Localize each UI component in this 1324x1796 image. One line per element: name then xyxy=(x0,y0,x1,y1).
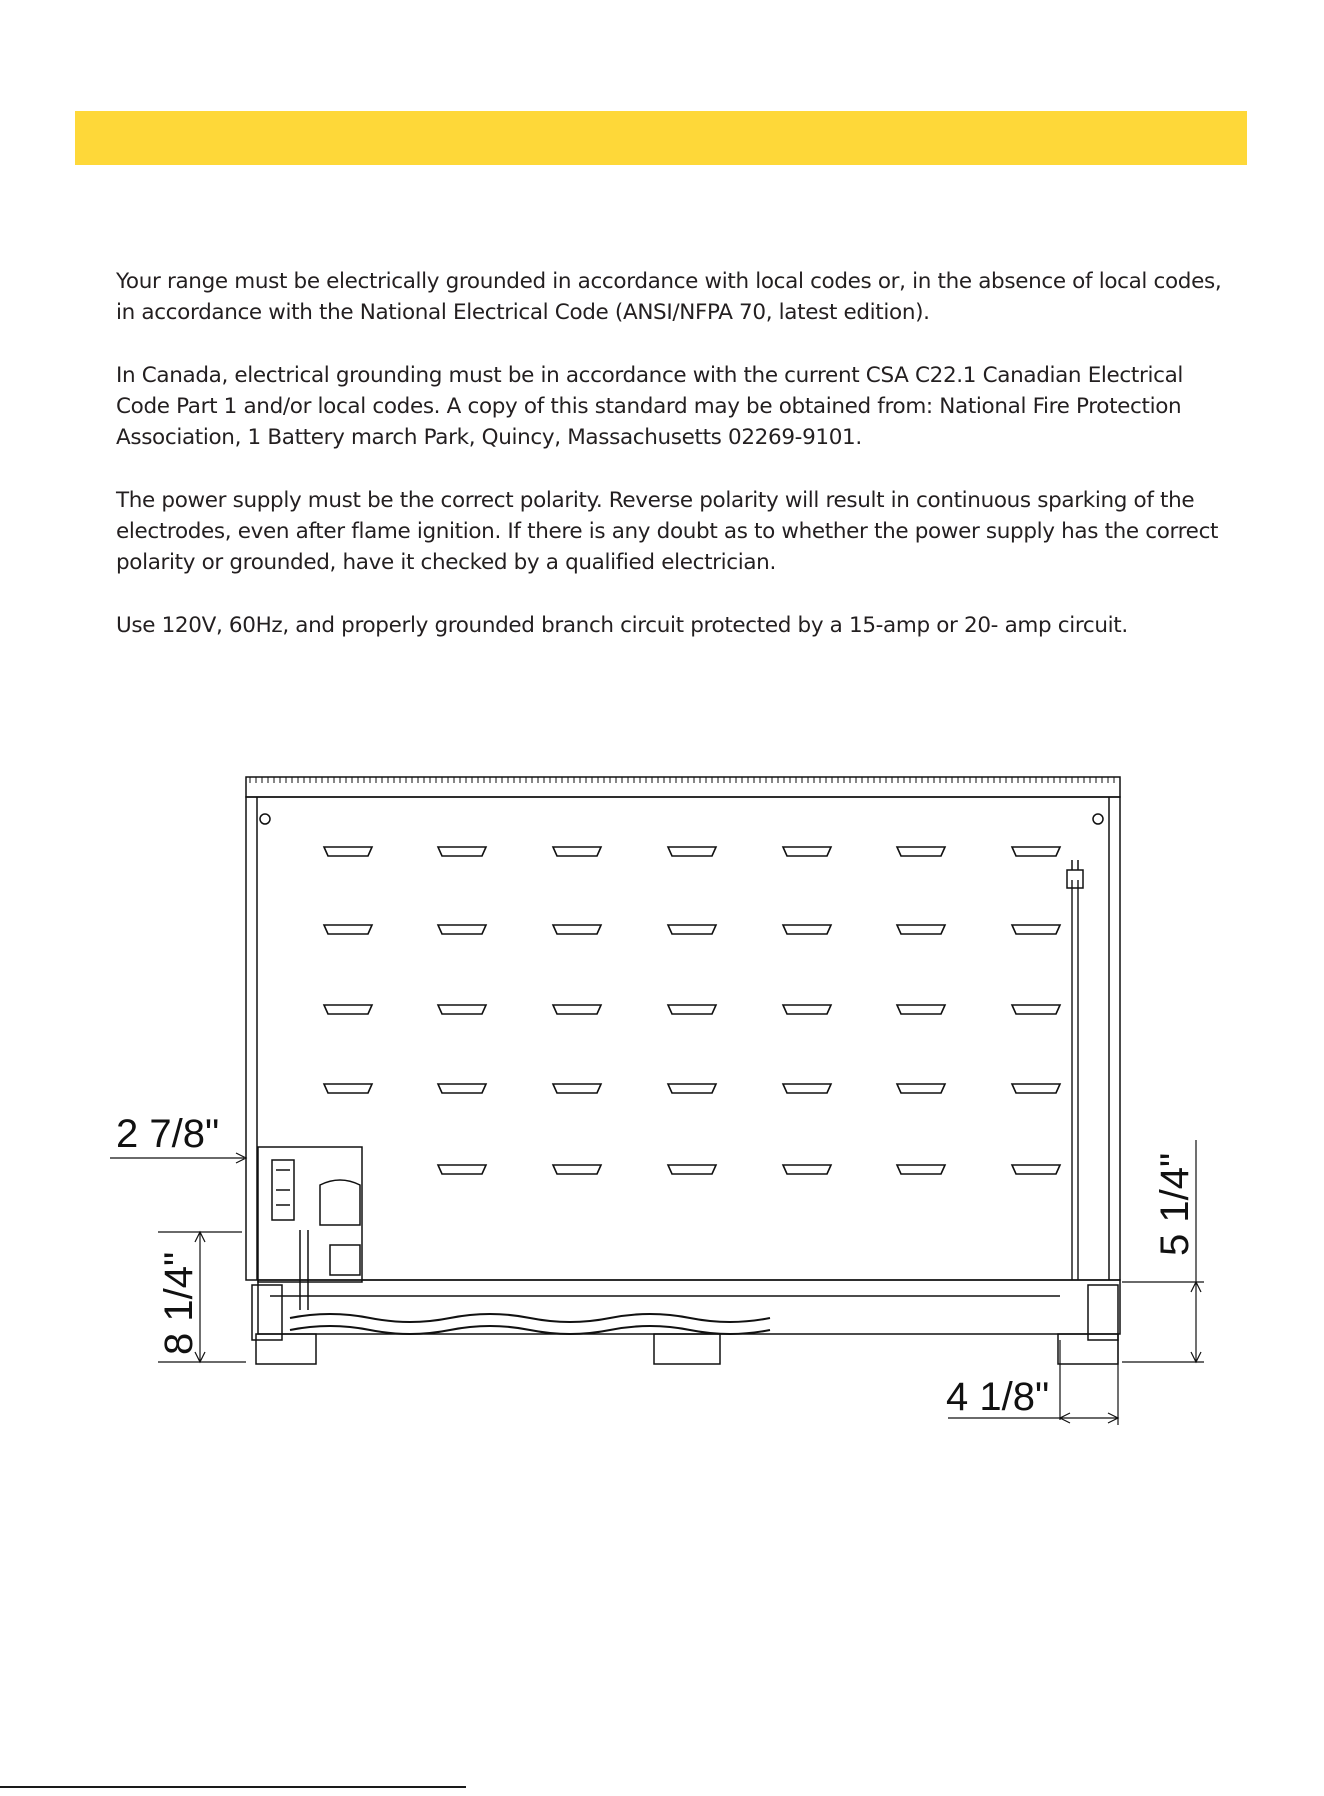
vent-slot xyxy=(1012,925,1060,934)
vent-slot xyxy=(668,925,716,934)
vent-slot xyxy=(438,925,486,934)
dimension-label-left-vertical: 8 1/4" xyxy=(157,1251,201,1355)
vent-slot xyxy=(783,1165,831,1174)
paragraph-canada: In Canada, electrical grounding must be in accordance with the current CSA C22.1 Canadian Electrical Code Part 1 and/or local codes. A copy of this standard may be obtained from: National Fire Protection Association, 1 Battery march Park, Quincy, Massachusetts 02269-9101. xyxy=(116,363,1184,450)
vent-slot xyxy=(1012,847,1060,856)
vent-slot xyxy=(897,1005,945,1014)
vent-slot xyxy=(324,1005,372,1014)
vent-slot xyxy=(1012,1005,1060,1014)
footer-rule xyxy=(0,1786,466,1788)
gas-valve-box xyxy=(258,1147,362,1282)
vent-slot xyxy=(324,1084,372,1093)
vent-slot xyxy=(897,1165,945,1174)
vent-slot xyxy=(553,925,601,934)
vent-slot xyxy=(668,1165,716,1174)
vent-slot xyxy=(1012,1084,1060,1093)
vent-slot xyxy=(438,1005,486,1014)
vent-slot xyxy=(783,1005,831,1014)
vent-slot xyxy=(783,847,831,856)
vent-slot xyxy=(553,1005,601,1014)
vent-slot xyxy=(324,847,372,856)
vent-slot xyxy=(1012,1165,1060,1174)
top-vent-strip xyxy=(246,777,1120,797)
dimension-label-bottom-right: 4 1/8" xyxy=(946,1375,1050,1419)
dimension-label-left-height: 2 7/8" xyxy=(116,1112,220,1156)
vent-slot xyxy=(553,1165,601,1174)
paragraph-polarity: The power supply must be the correct polarity. Reverse polarity will result in continuous sparking of the electrodes, even after flame ignition. If there is any doubt as to whether the power supply has the correct polarity or grounded, have it checked by a qualified electrician. xyxy=(116,488,1219,575)
vent-slot xyxy=(668,1005,716,1014)
lower-manifold xyxy=(258,1280,1120,1334)
vent-slot xyxy=(668,847,716,856)
vent-slot xyxy=(324,925,372,934)
dimension-label-right-vertical: 5 1/4" xyxy=(1153,1152,1197,1256)
vent-slot xyxy=(438,1084,486,1093)
vent-slot xyxy=(897,925,945,934)
vent-slot xyxy=(438,847,486,856)
vent-slot xyxy=(438,1165,486,1174)
vent-slot xyxy=(553,1084,601,1093)
vent-slot xyxy=(897,847,945,856)
vent-slot xyxy=(897,1084,945,1093)
vent-slot xyxy=(783,925,831,934)
vent-slot xyxy=(668,1084,716,1093)
vent-slot xyxy=(783,1084,831,1093)
back-panel xyxy=(246,797,1120,1280)
vent-slot xyxy=(553,847,601,856)
paragraph-circuit: Use 120V, 60Hz, and properly grounded branch circuit protected by a 15-amp or 20- amp circuit. xyxy=(116,613,1128,638)
paragraph-grounding: Your range must be electrically grounded in accordance with local codes or, in the absence of local codes, in accordance with the National Electrical Code (ANSI/NFPA 70, latest edition). xyxy=(116,269,1222,325)
